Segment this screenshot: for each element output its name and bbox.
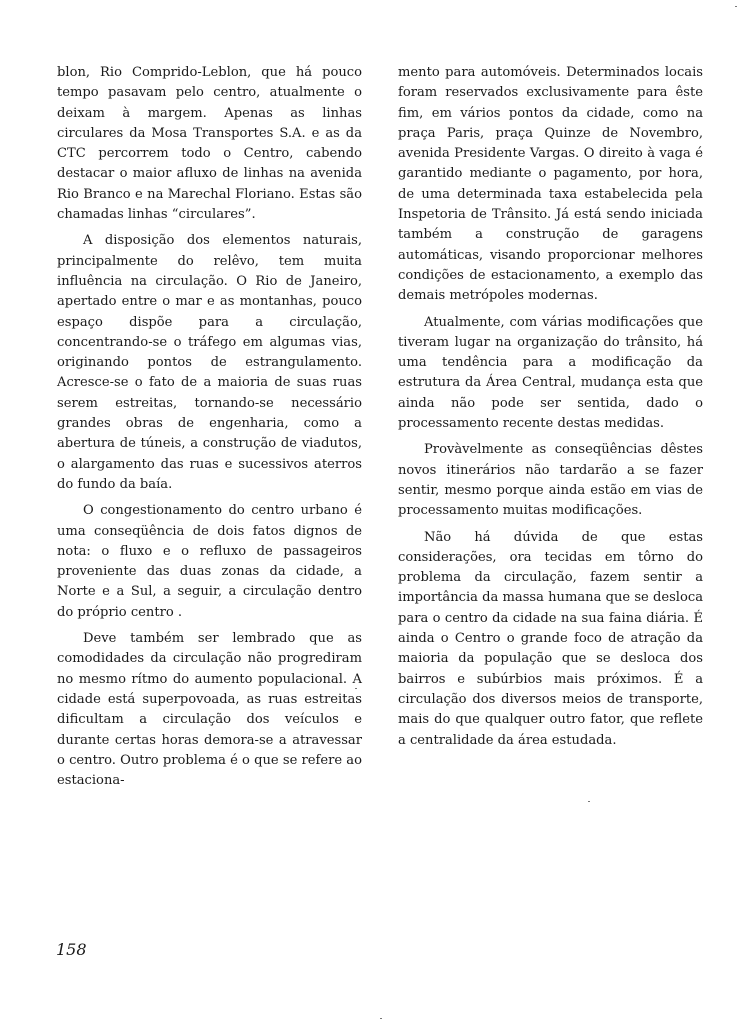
paragraph: Não há dúvida de que estas considerações, ora tecidas em tôrno do problema da circulação, fazem sentir a importância da massa humana que se desloca para o centro da cidade na sua faina diária. É ainda o Centro o grande foco de atração da maioria da população que se desloca dos bairros e subúrbios mais próximos. É a circulação dos diversos meios de transporte, mais do que qualquer outro fator, que reflete a centralidade da área estudada. (398, 529, 704, 748)
paragraph: blon, Rio Comprido-Leblon, que há pouco tempo pasavam pelo centro, atualmente o deixam à margem. Apenas as linhas circulares da Mosa Transportes S.A. e as da CTC percorrem todo o Centro, cabendo destacar o maior afluxo de linhas na avenida Rio Branco e na Marechal Floriano. Estas são chamadas linhas “circulares”. (57, 65, 362, 223)
paragraph: O congestionamento do centro urbano é uma conseqüência de dois fatos dignos de nota: o fluxo e o refluxo de passageiros proveniente das duas zonas da cidade, a Norte e a Sul, a seguir, a circulação dentro do próprio centro . (57, 503, 362, 620)
paragraph: Provàvelmente as conseqüências dêstes novos itinerários não tardarão a se fazer sentir, mesmo porque ainda estão em vias de processamento muitas modificações. (398, 442, 703, 519)
right-column (398, 63, 703, 757)
scan-speck (588, 801, 590, 802)
scan-speck (380, 1018, 382, 1019)
page-number: 158 (56, 940, 87, 959)
left-column (57, 63, 362, 797)
scan-speck (355, 688, 357, 689)
paragraph: Atualmente, com várias modificações que tiveram lugar na organização do trânsito, há uma tendência para a modificação da estrutura da Área Central, mudança esta que ainda não pode ser sentida, dado o processamento recente destas medidas. (398, 314, 703, 432)
scan-speck (735, 6, 737, 7)
paragraph: Deve também ser lembrado que as comodidades da circulação não progrediram no mesmo rítmo do aumento populacional. A cidade está superpovoada, as ruas estreitas dificultam a circulação dos veículos e durante certas horas demora-se a atravessar o centro. Outro problema é o que se refere ao estaciona- (57, 631, 362, 789)
paragraph: mento para automóveis. Determinados locais foram reservados exclusivamente para êste fim, em vários pontos da cidade, como na praça Paris, praça Quinze de Novembro, avenida Presidente Vargas. O direito à vaga é garantido mediante o pagamento, por hora, de uma determinada taxa estabelecida pela Inspetoria de Trânsito. Já está sendo iniciada também a construção de garagens automáticas, visando proporcionar melhores condições de estacionamento, a exemplo das demais metrópoles modernas. (398, 65, 703, 304)
paragraph: A disposição dos elementos naturais, principalmente do relêvo, tem muita influência na circulação. O Rio de Janeiro, apertado entre o mar e as montanhas, pouco espaço dispõe para a circulação, concentrando-se o tráfego em algumas vias, originando pontos de estrangulamento. Acresce-se o fato de a maioria de suas ruas serem estreitas, tornando-se necessário grandes obras de engenharia, como a abertura de túneis, a construção de viadutos, o alargamento das ruas e sucessivos aterros do fundo da baía. (57, 233, 362, 492)
